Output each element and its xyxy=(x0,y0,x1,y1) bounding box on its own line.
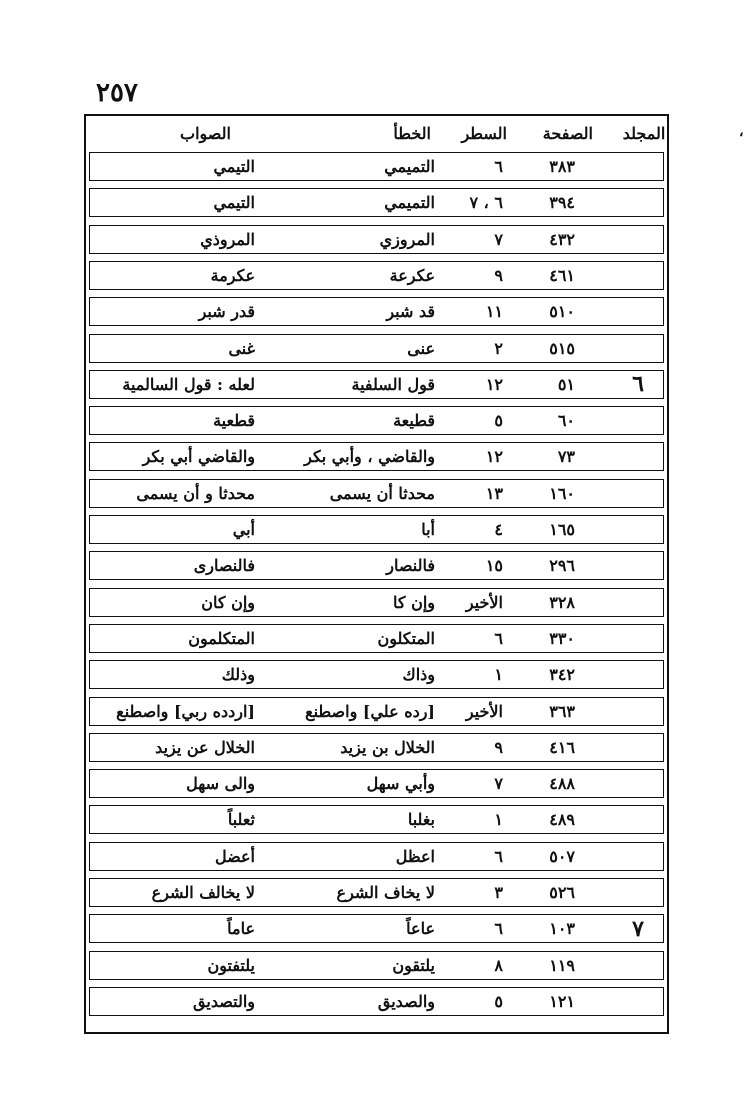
row-correct: الخلال عن يزيد xyxy=(155,737,255,757)
row-page: ٥١ xyxy=(557,374,575,394)
table-row xyxy=(89,297,664,326)
row-volume xyxy=(617,625,659,652)
row-line: ١١ xyxy=(485,302,503,322)
row-wrong: يلتقون xyxy=(392,955,435,975)
row-correct: المروذي xyxy=(200,229,255,249)
row-line: ٢ xyxy=(494,338,503,358)
row-correct: والقاضي أبي بكر xyxy=(142,447,255,467)
row-line: ١٥ xyxy=(485,556,503,576)
row-correct: يلتفتون xyxy=(207,955,255,975)
row-line: ١٢ xyxy=(485,447,503,467)
edge-mark: ، xyxy=(739,124,744,140)
row-line: ١٣ xyxy=(485,483,503,503)
row-page: ٣٤٢ xyxy=(549,665,575,685)
row-line: ٦ ، ٧ xyxy=(469,193,503,213)
table-row xyxy=(89,987,664,1016)
row-wrong: عنى xyxy=(407,338,435,358)
table-row xyxy=(89,479,664,508)
row-wrong: عاعاً xyxy=(406,919,435,939)
table-row xyxy=(89,225,664,254)
row-wrong: التميمي xyxy=(384,193,435,213)
row-volume xyxy=(617,698,659,725)
table-row xyxy=(89,842,664,871)
row-volume xyxy=(617,153,659,180)
row-wrong: محدثا أن يسمى xyxy=(329,483,435,503)
row-correct: وإن كان xyxy=(201,592,255,612)
row-page: ٤١٦ xyxy=(549,737,575,757)
row-volume xyxy=(617,734,659,761)
table-row xyxy=(89,406,664,435)
row-page: ٤٣٢ xyxy=(549,229,575,249)
row-volume xyxy=(617,407,659,434)
header-wrong: الخطأ xyxy=(393,123,431,143)
row-correct: قدر شبر xyxy=(198,302,255,322)
row-correct: المتكلمون xyxy=(188,628,255,648)
table-row xyxy=(89,769,664,798)
row-correct: ثعلباً xyxy=(227,810,255,830)
table-row xyxy=(89,805,664,834)
table-row xyxy=(89,624,664,653)
table-row xyxy=(89,588,664,617)
row-line: ٥ xyxy=(494,991,503,1011)
row-page: ١١٩ xyxy=(549,955,575,975)
row-correct: عاماً xyxy=(227,919,255,939)
row-page: ٥١٥ xyxy=(549,338,575,358)
row-wrong: والقاضي ، وأبي بكر xyxy=(304,447,435,467)
table-row xyxy=(89,733,664,762)
table-row xyxy=(89,551,664,580)
row-wrong: أبا xyxy=(421,520,435,539)
table-row xyxy=(89,152,664,181)
row-correct: وذلك xyxy=(221,665,255,685)
row-line: ٨ xyxy=(494,955,503,975)
row-volume xyxy=(617,552,659,579)
row-correct: أبي xyxy=(232,520,255,539)
row-page: ١٠٣ xyxy=(549,919,575,939)
row-wrong: بغلبا xyxy=(407,810,435,830)
row-line: ٤ xyxy=(494,520,503,539)
errata-table xyxy=(84,114,669,1034)
row-wrong: الخلال بن يزيد xyxy=(340,737,435,757)
row-page: ٥٢٦ xyxy=(549,883,575,902)
row-wrong: لا يخاف الشرع xyxy=(336,883,435,902)
row-line: ١٢ xyxy=(485,374,503,394)
table-row xyxy=(89,515,664,544)
row-line: ٧ xyxy=(494,774,503,794)
row-line: الأخير xyxy=(465,592,503,612)
row-page: ٣٩٤ xyxy=(549,193,575,213)
row-page: ٣٢٨ xyxy=(549,592,575,612)
row-page: ٥١٠ xyxy=(549,302,575,322)
row-volume xyxy=(617,443,659,470)
row-wrong: المروزي xyxy=(379,229,435,249)
row-volume xyxy=(617,843,659,870)
row-wrong: وأبي سهل xyxy=(366,774,435,794)
table-row xyxy=(89,188,664,217)
row-correct: لعله : قول السالمية xyxy=(122,374,255,394)
row-line: ١ xyxy=(494,810,503,830)
row-volume xyxy=(617,770,659,797)
row-page: ٥٠٧ xyxy=(549,846,575,866)
row-correct: محدثا و أن يسمى xyxy=(136,483,255,503)
header-line: السطر xyxy=(461,123,507,143)
row-wrong: فالنصار xyxy=(386,556,435,576)
row-page: ١٦٠ xyxy=(549,483,575,503)
table-row xyxy=(89,334,664,363)
row-wrong: المتكلون xyxy=(377,628,435,648)
row-wrong: اعظل xyxy=(395,846,435,866)
row-correct: عكرمة xyxy=(210,265,255,285)
row-volume xyxy=(617,262,659,289)
row-volume xyxy=(617,335,659,362)
row-page: ٣٦٣ xyxy=(549,701,575,721)
row-page: ١٦٥ xyxy=(549,520,575,539)
table-row xyxy=(89,951,664,980)
row-wrong: وذاك xyxy=(402,665,435,685)
table-row xyxy=(89,261,664,290)
row-volume xyxy=(617,516,659,543)
row-page: ٢٩٦ xyxy=(549,556,575,576)
table-row xyxy=(89,914,664,943)
row-line: ١ xyxy=(494,665,503,685)
row-correct: التيمي xyxy=(213,157,255,176)
header-page: الصفحة xyxy=(542,123,593,143)
row-volume xyxy=(617,189,659,216)
row-correct: قطعية xyxy=(213,411,255,431)
row-line: ٩ xyxy=(494,737,503,757)
row-volume: ٦ xyxy=(632,371,644,398)
row-volume xyxy=(617,661,659,688)
row-line: ٥ xyxy=(494,411,503,431)
row-correct: أعضل xyxy=(215,846,255,866)
row-wrong: قد شبر xyxy=(386,302,435,322)
row-wrong: والصديق xyxy=(377,991,435,1011)
header-correct: الصواب xyxy=(180,123,231,143)
row-correct: غنى xyxy=(228,338,255,358)
row-line: الأخير xyxy=(465,701,503,721)
row-volume xyxy=(617,298,659,325)
row-wrong: عكرعة xyxy=(389,265,435,285)
row-correct: والتصديق xyxy=(193,991,255,1011)
row-line: ٦ xyxy=(494,157,503,176)
row-page: ٤٦١ xyxy=(549,265,575,285)
row-line: ٦ xyxy=(494,628,503,648)
row-line: ٦ xyxy=(494,919,503,939)
row-correct: فالنصارى xyxy=(193,556,255,576)
row-page: ٣٣٠ xyxy=(549,628,575,648)
row-page: ٧٣ xyxy=(557,447,575,467)
row-volume: ٧ xyxy=(632,915,644,942)
row-volume xyxy=(617,480,659,507)
page-number: ٢٥٧ xyxy=(96,78,138,108)
row-wrong: قول السلفية xyxy=(351,374,435,394)
row-volume xyxy=(617,226,659,253)
row-page: ١٢١ xyxy=(549,991,575,1011)
row-line: ٦ xyxy=(494,846,503,866)
row-line: ٣ xyxy=(494,883,503,902)
row-volume xyxy=(617,879,659,906)
table-row xyxy=(89,660,664,689)
row-volume xyxy=(617,988,659,1015)
row-wrong: التميمي xyxy=(384,157,435,176)
table-header xyxy=(86,116,667,150)
row-correct: لا يخالف الشرع xyxy=(151,883,255,902)
row-correct: [اردده ربي] واصطنع xyxy=(116,701,255,721)
row-wrong: قطيعة xyxy=(393,411,435,431)
row-line: ٩ xyxy=(494,265,503,285)
table-row xyxy=(89,697,664,726)
row-page: ٣٨٣ xyxy=(549,157,575,176)
row-page: ٦٠ xyxy=(557,411,575,431)
row-correct: والى سهل xyxy=(186,774,255,794)
row-volume xyxy=(617,806,659,833)
table-row xyxy=(89,370,664,399)
row-page: ٤٨٩ xyxy=(549,810,575,830)
row-page: ٤٨٨ xyxy=(549,774,575,794)
row-wrong: وإن كا xyxy=(393,592,435,612)
table-row xyxy=(89,878,664,907)
row-volume xyxy=(617,589,659,616)
row-correct: التيمي xyxy=(213,193,255,213)
table-row xyxy=(89,442,664,471)
row-line: ٧ xyxy=(494,229,503,249)
row-wrong: [رده علي] واصطنع xyxy=(305,701,435,721)
header-volume: المجلد xyxy=(622,123,666,143)
row-volume xyxy=(617,952,659,979)
